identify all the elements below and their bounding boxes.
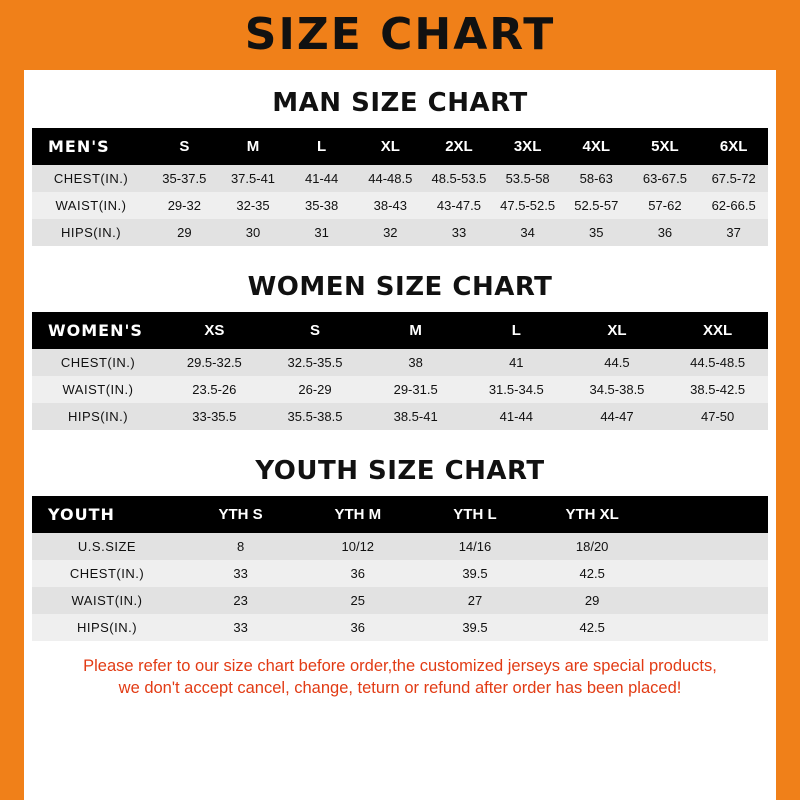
- women-col-1: S: [265, 312, 366, 349]
- men-hips-3: 32: [356, 219, 425, 246]
- youth-hips-0: 33: [182, 614, 299, 641]
- youth-col-3: YTH XL: [534, 496, 651, 533]
- youth-chest-3: 42.5: [534, 560, 651, 587]
- youth-ussize-0: 8: [182, 533, 299, 560]
- men-hips-2: 31: [287, 219, 356, 246]
- women-chest-2: 38: [365, 349, 466, 376]
- youth-header-label: YOUTH: [32, 496, 182, 533]
- banner: [0, 0, 800, 70]
- youth-waist-1: 25: [299, 587, 416, 614]
- men-waist-8: 62-66.5: [699, 192, 768, 219]
- youth-chest-1: 36: [299, 560, 416, 587]
- women-chest-5: 44.5-48.5: [667, 349, 768, 376]
- table-header-row: [32, 128, 768, 165]
- men-hips-0: 29: [150, 219, 219, 246]
- men-waist-7: 57-62: [631, 192, 700, 219]
- youth-waist-2: 27: [416, 587, 533, 614]
- table-row: [32, 219, 768, 246]
- women-header-label: WOMEN'S: [32, 312, 164, 349]
- men-chest-3: 44-48.5: [356, 165, 425, 192]
- youth-row-label-chest: CHEST(IN.): [32, 560, 182, 587]
- youth-col-1: YTH M: [299, 496, 416, 533]
- women-col-0: XS: [164, 312, 265, 349]
- women-row-label-waist: WAIST(IN.): [32, 376, 164, 403]
- women-waist-4: 34.5-38.5: [567, 376, 668, 403]
- youth-waist-3: 29: [534, 587, 651, 614]
- youth-ussize-3: 18/20: [534, 533, 651, 560]
- women-hips-3: 41-44: [466, 403, 567, 430]
- youth-ussize-spacer: [651, 533, 768, 560]
- youth-section-title: YOUTH SIZE CHART: [255, 456, 545, 486]
- men-col-3: XL: [356, 128, 425, 165]
- youth-chest-0: 33: [182, 560, 299, 587]
- men-col-6: 4XL: [562, 128, 631, 165]
- table-row: [32, 192, 768, 219]
- women-waist-1: 26-29: [265, 376, 366, 403]
- men-col-0: S: [150, 128, 219, 165]
- youth-hips-3: 42.5: [534, 614, 651, 641]
- youth-col-2: YTH L: [416, 496, 533, 533]
- women-chest-0: 29.5-32.5: [164, 349, 265, 376]
- men-col-7: 5XL: [631, 128, 700, 165]
- men-col-1: M: [219, 128, 288, 165]
- men-chest-7: 63-67.5: [631, 165, 700, 192]
- youth-hips-1: 36: [299, 614, 416, 641]
- women-chest-1: 32.5-35.5: [265, 349, 366, 376]
- men-col-5: 3XL: [493, 128, 562, 165]
- men-waist-5: 47.5-52.5: [493, 192, 562, 219]
- youth-hips-2: 39.5: [416, 614, 533, 641]
- men-hips-1: 30: [219, 219, 288, 246]
- youth-row-label-ussize: U.S.SIZE: [32, 533, 182, 560]
- men-header-label: MEN'S: [32, 128, 150, 165]
- women-row-label-chest: CHEST(IN.): [32, 349, 164, 376]
- men-hips-8: 37: [699, 219, 768, 246]
- content: [0, 88, 800, 700]
- table-row: [32, 376, 768, 403]
- youth-hips-spacer: [651, 614, 768, 641]
- table-row: [32, 560, 768, 587]
- women-hips-2: 38.5-41: [365, 403, 466, 430]
- men-hips-5: 34: [493, 219, 562, 246]
- table-header-row: [32, 312, 768, 349]
- men-chest-5: 53.5-58: [493, 165, 562, 192]
- men-hips-6: 35: [562, 219, 631, 246]
- women-col-2: M: [365, 312, 466, 349]
- women-hips-1: 35.5-38.5: [265, 403, 366, 430]
- table-header-row: [32, 496, 768, 533]
- table-row: [32, 403, 768, 430]
- youth-row-label-waist: WAIST(IN.): [32, 587, 182, 614]
- men-chest-0: 35-37.5: [150, 165, 219, 192]
- men-chest-1: 37.5-41: [219, 165, 288, 192]
- men-section-title: MAN SIZE CHART: [272, 88, 528, 118]
- youth-row-label-hips: HIPS(IN.): [32, 614, 182, 641]
- men-row-label-waist: WAIST(IN.): [32, 192, 150, 219]
- table-row: [32, 165, 768, 192]
- women-chest-3: 41: [466, 349, 567, 376]
- men-waist-2: 35-38: [287, 192, 356, 219]
- women-hips-0: 33-35.5: [164, 403, 265, 430]
- men-chest-6: 58-63: [562, 165, 631, 192]
- banner-title: SIZE CHART: [244, 9, 556, 60]
- men-size-table: [32, 128, 768, 246]
- men-waist-4: 43-47.5: [425, 192, 494, 219]
- youth-ussize-1: 10/12: [299, 533, 416, 560]
- women-col-3: L: [466, 312, 567, 349]
- women-col-4: XL: [567, 312, 668, 349]
- men-col-4: 2XL: [425, 128, 494, 165]
- men-chest-8: 67.5-72: [699, 165, 768, 192]
- women-waist-0: 23.5-26: [164, 376, 265, 403]
- men-hips-4: 33: [425, 219, 494, 246]
- men-row-label-hips: HIPS(IN.): [32, 219, 150, 246]
- men-chest-4: 48.5-53.5: [425, 165, 494, 192]
- disclaimer-line-2: we don't accept cancel, change, teturn or refund after order has been placed!: [118, 679, 682, 698]
- youth-col-0: YTH S: [182, 496, 299, 533]
- women-size-table: [32, 312, 768, 430]
- men-waist-6: 52.5-57: [562, 192, 631, 219]
- youth-chest-spacer: [651, 560, 768, 587]
- youth-col-spacer: [651, 496, 768, 533]
- youth-waist-spacer: [651, 587, 768, 614]
- women-row-label-hips: HIPS(IN.): [32, 403, 164, 430]
- disclaimer-note: [48, 655, 752, 700]
- men-row-label-chest: CHEST(IN.): [32, 165, 150, 192]
- men-waist-1: 32-35: [219, 192, 288, 219]
- youth-size-table: [32, 496, 768, 641]
- men-waist-0: 29-32: [150, 192, 219, 219]
- women-hips-4: 44-47: [567, 403, 668, 430]
- table-row: [32, 614, 768, 641]
- table-row: [32, 533, 768, 560]
- men-chest-2: 41-44: [287, 165, 356, 192]
- women-hips-5: 47-50: [667, 403, 768, 430]
- women-waist-5: 38.5-42.5: [667, 376, 768, 403]
- men-col-8: 6XL: [699, 128, 768, 165]
- table-row: [32, 587, 768, 614]
- youth-ussize-2: 14/16: [416, 533, 533, 560]
- table-row: [32, 349, 768, 376]
- women-section-title: WOMEN SIZE CHART: [247, 272, 553, 302]
- men-hips-7: 36: [631, 219, 700, 246]
- women-chest-4: 44.5: [567, 349, 668, 376]
- women-col-5: XXL: [667, 312, 768, 349]
- women-waist-3: 31.5-34.5: [466, 376, 567, 403]
- youth-chest-2: 39.5: [416, 560, 533, 587]
- youth-waist-0: 23: [182, 587, 299, 614]
- men-col-2: L: [287, 128, 356, 165]
- disclaimer-line-1: Please refer to our size chart before order,the customized jerseys are special products,: [83, 657, 717, 675]
- men-waist-3: 38-43: [356, 192, 425, 219]
- women-waist-2: 29-31.5: [365, 376, 466, 403]
